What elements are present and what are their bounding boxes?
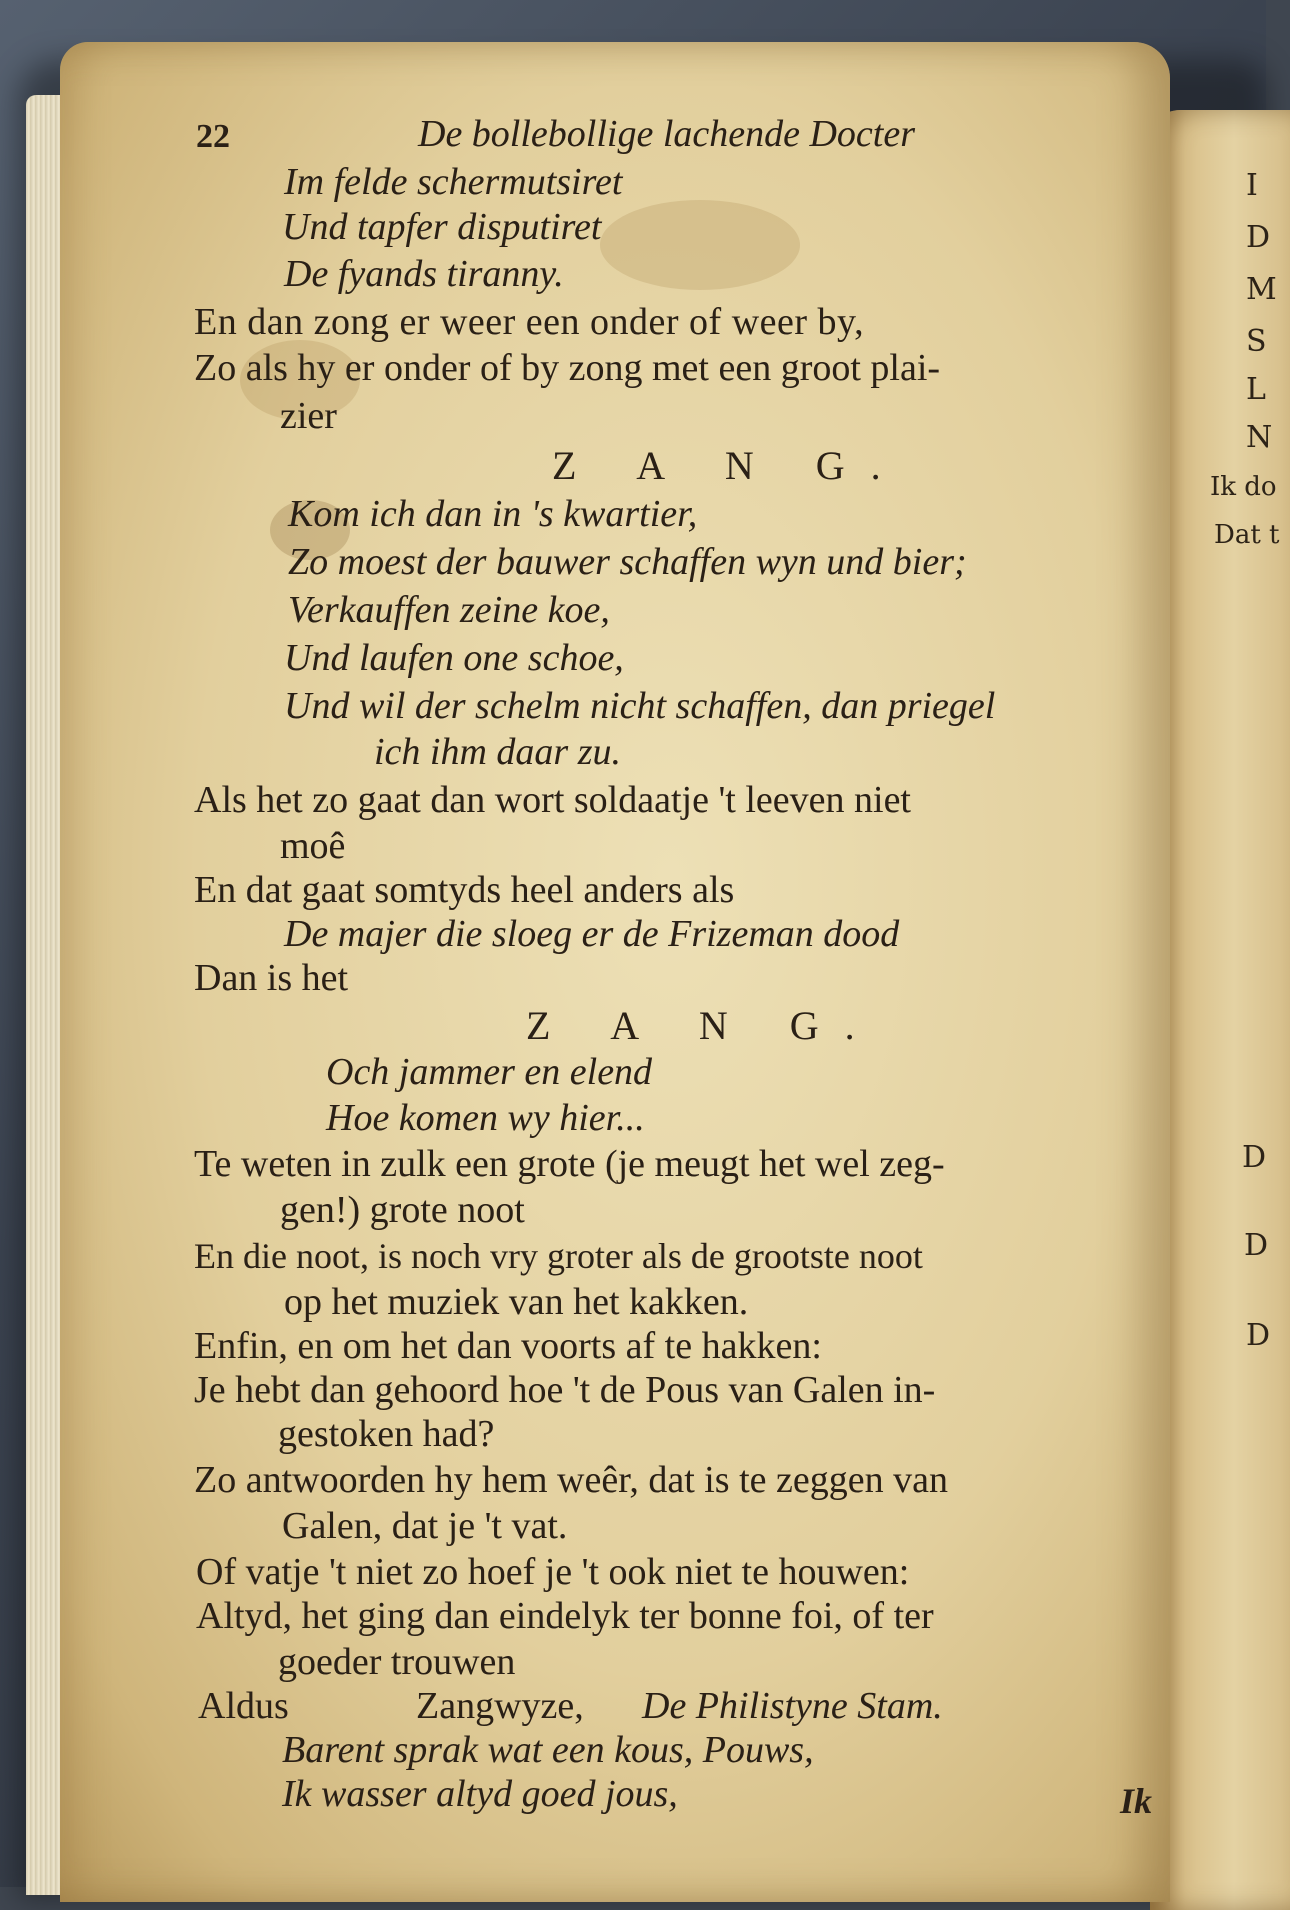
section-heading-zang: Z A N G.	[552, 443, 907, 488]
text-line: Zo moest der bauwer schaffen wyn und bier;	[288, 541, 967, 583]
tune-name: De Philistyne Stam.	[642, 1685, 943, 1727]
text-line: Verkauffen zeine koe,	[288, 589, 610, 631]
text-line: De majer die sloeg er de Frizeman dood	[284, 913, 900, 955]
catchword: Ik	[1120, 1781, 1153, 1821]
text-line: goeder trouwen	[278, 1641, 516, 1683]
text-line: Galen, dat je 't vat.	[282, 1505, 568, 1547]
text-line: Kom ich dan in 's kwartier,	[288, 493, 698, 535]
text-line: Je hebt dan gehoord hoe 't de Pous van Galen in-	[194, 1369, 936, 1411]
facing-fragment: D	[1242, 1140, 1267, 1175]
text-line: Und laufen one schoe,	[284, 637, 624, 679]
text-line: Zo antwoorden hy hem weêr, dat is te zeggen van	[194, 1459, 948, 1501]
text-line: Barent sprak wat een kous, Pouws,	[282, 1729, 814, 1771]
facing-fragment: D	[1244, 1228, 1269, 1263]
text-line: Und tapfer disputiret	[282, 206, 602, 248]
facing-fragment: M	[1246, 272, 1277, 307]
text-line: moê	[280, 825, 346, 867]
facing-fragment: D	[1246, 1318, 1271, 1353]
text-line: Zo als hy er onder of by zong met een groot plai-	[194, 347, 941, 389]
text-line: Und wil der schelm nicht schaffen, dan priegel	[284, 685, 996, 727]
text-line: Ik wasser altyd goed jous,	[282, 1773, 678, 1815]
text-line: Als het zo gaat dan wort soldaatje 't leeven niet	[194, 779, 911, 821]
text-line: Altyd, het ging dan eindelyk ter bonne foi, of ter	[196, 1595, 934, 1637]
text-line: Te weten in zulk een grote (je meugt het wel zeg-	[194, 1143, 945, 1185]
text-line: Och jammer en elend	[326, 1051, 653, 1093]
text-line: Hoe komen wy hier...	[326, 1097, 645, 1139]
tune-label: Zangwyze,	[416, 1685, 584, 1727]
text-line: Of vatje 't niet zo hoef je 't ook niet te houwen:	[196, 1551, 910, 1593]
section-heading-zang: Z A N G.	[526, 1003, 881, 1048]
facing-fragment: I	[1246, 168, 1258, 203]
text-line: En die noot, is noch vry groter als de grootste noot	[194, 1236, 923, 1276]
facing-fragment: N	[1246, 420, 1273, 455]
facing-fragment: Dat t	[1214, 520, 1280, 550]
text-line: En dat gaat somtyds heel anders als	[194, 869, 735, 911]
text-line: ich ihm daar zu.	[374, 731, 621, 773]
facing-fragment: Ik do	[1210, 472, 1277, 502]
text-line: zier	[280, 395, 337, 437]
facing-fragment: D	[1246, 220, 1271, 255]
text-line: Dan is het	[194, 957, 349, 999]
text-line: En dan zong er weer een onder of weer by,	[194, 301, 865, 343]
facing-fragment: S	[1246, 324, 1267, 359]
page-number: 22	[196, 118, 230, 155]
text-line: gestoken had?	[278, 1413, 495, 1455]
text-line: op het muziek van het kakken.	[284, 1281, 749, 1323]
running-head: De bollebollige lachende Docter	[418, 113, 916, 155]
facing-fragment: L	[1246, 372, 1266, 407]
text-line: Aldus	[198, 1685, 289, 1727]
text-line: Enfin, en om het dan voorts af te hakken:	[194, 1325, 822, 1367]
text-line: De fyands tiranny.	[284, 253, 564, 295]
text-line: Im felde schermutsiret	[284, 161, 623, 203]
text-line: gen!) grote noot	[280, 1189, 525, 1231]
